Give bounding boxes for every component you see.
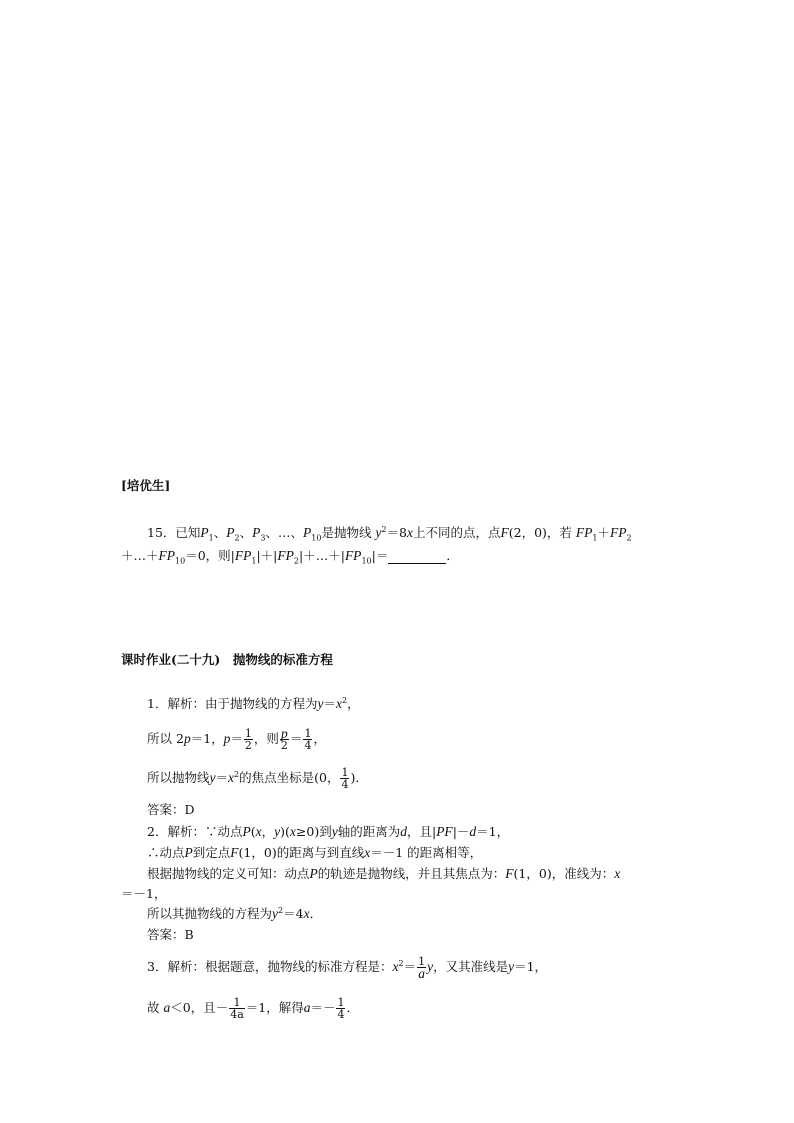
solution-1-answer: 答案：D xyxy=(147,802,195,817)
problem-number: 15． xyxy=(147,525,176,540)
solution-2-line-5: 所以其抛物线的方程为$y^2=4x$． xyxy=(147,905,323,921)
problem-15-line-1: 15．已知$P_1$、$P_2$、$P_3$、…、$P_{10}$是抛物线 $y^2=8x$上不同的点，点F(2，0)，若 $FP_1+FP_2$ xyxy=(147,524,632,543)
solution-2-line-4: ＝－1， xyxy=(121,886,167,901)
solution-3-line-1: 3．解析：根据题意，抛物线的标准方程是：$x^2=$ $\frac{1}{a}$ y，又其准线是y＝1， xyxy=(147,955,548,981)
problem-15-line-2: $+\dots+FP_{10}=0$，则$|FP_1|+|FP_2|+\dots+|FP_{10}|=$ ． xyxy=(121,548,459,566)
solution-2-line-3: 根据抛物线的定义可知：动点P的轨迹是抛物线，并且其焦点为：F(1，0)，准线为：x xyxy=(147,866,621,881)
fraction-one-half: $\frac{1}{2}$ xyxy=(244,727,252,752)
fraction-one-over-4a: $\frac{1}{4a}$ xyxy=(230,996,244,1021)
solution-2-answer: 答案：B xyxy=(147,927,194,942)
section-label: [培优生] xyxy=(121,478,171,493)
solution-3-line-2: 故 a＜0，且－ $\frac{1}{4a}$ ＝1，解得a＝－ $\frac{1}{4}$ ． xyxy=(147,996,359,1021)
solution-2-line-1: 2．解析：∵动点P(x，y)(x≥0)到y轴的距离为d，且|PF|－d＝1， xyxy=(147,824,510,839)
fraction-p-over-2: $\frac{p}{2}$ xyxy=(280,726,288,752)
solution-1-line-1: 1．解析：由于抛物线的方程为$y=x^2$， xyxy=(147,695,360,711)
solution-1-line-2: 所以 2p＝1，p＝ $\frac{1}{2}$ ，则 $\frac{p}{2}$ ＝ $\frac{1}{4}$ ， xyxy=(147,726,326,752)
solution-2-line-2: ∴动点P到定点F(1，0)的距离与到直线x＝－1 的距离相等， xyxy=(147,845,483,860)
fraction-one-over-a: $\frac{1}{a}$ xyxy=(418,955,426,981)
answer-blank xyxy=(388,551,446,564)
section-heading: 课时作业(二十九) 抛物线的标准方程 xyxy=(121,652,333,667)
fraction-one-quarter: $\frac{1}{4}$ xyxy=(304,727,312,752)
solution-1-line-3: 所以抛物线$y=x^2$的焦点坐标是(0， $\frac{1}{4}$ )． xyxy=(147,766,368,791)
fraction-one-quarter-result: $\frac{1}{4}$ xyxy=(337,996,345,1021)
fraction-one-quarter-focus: $\frac{1}{4}$ xyxy=(341,766,349,791)
